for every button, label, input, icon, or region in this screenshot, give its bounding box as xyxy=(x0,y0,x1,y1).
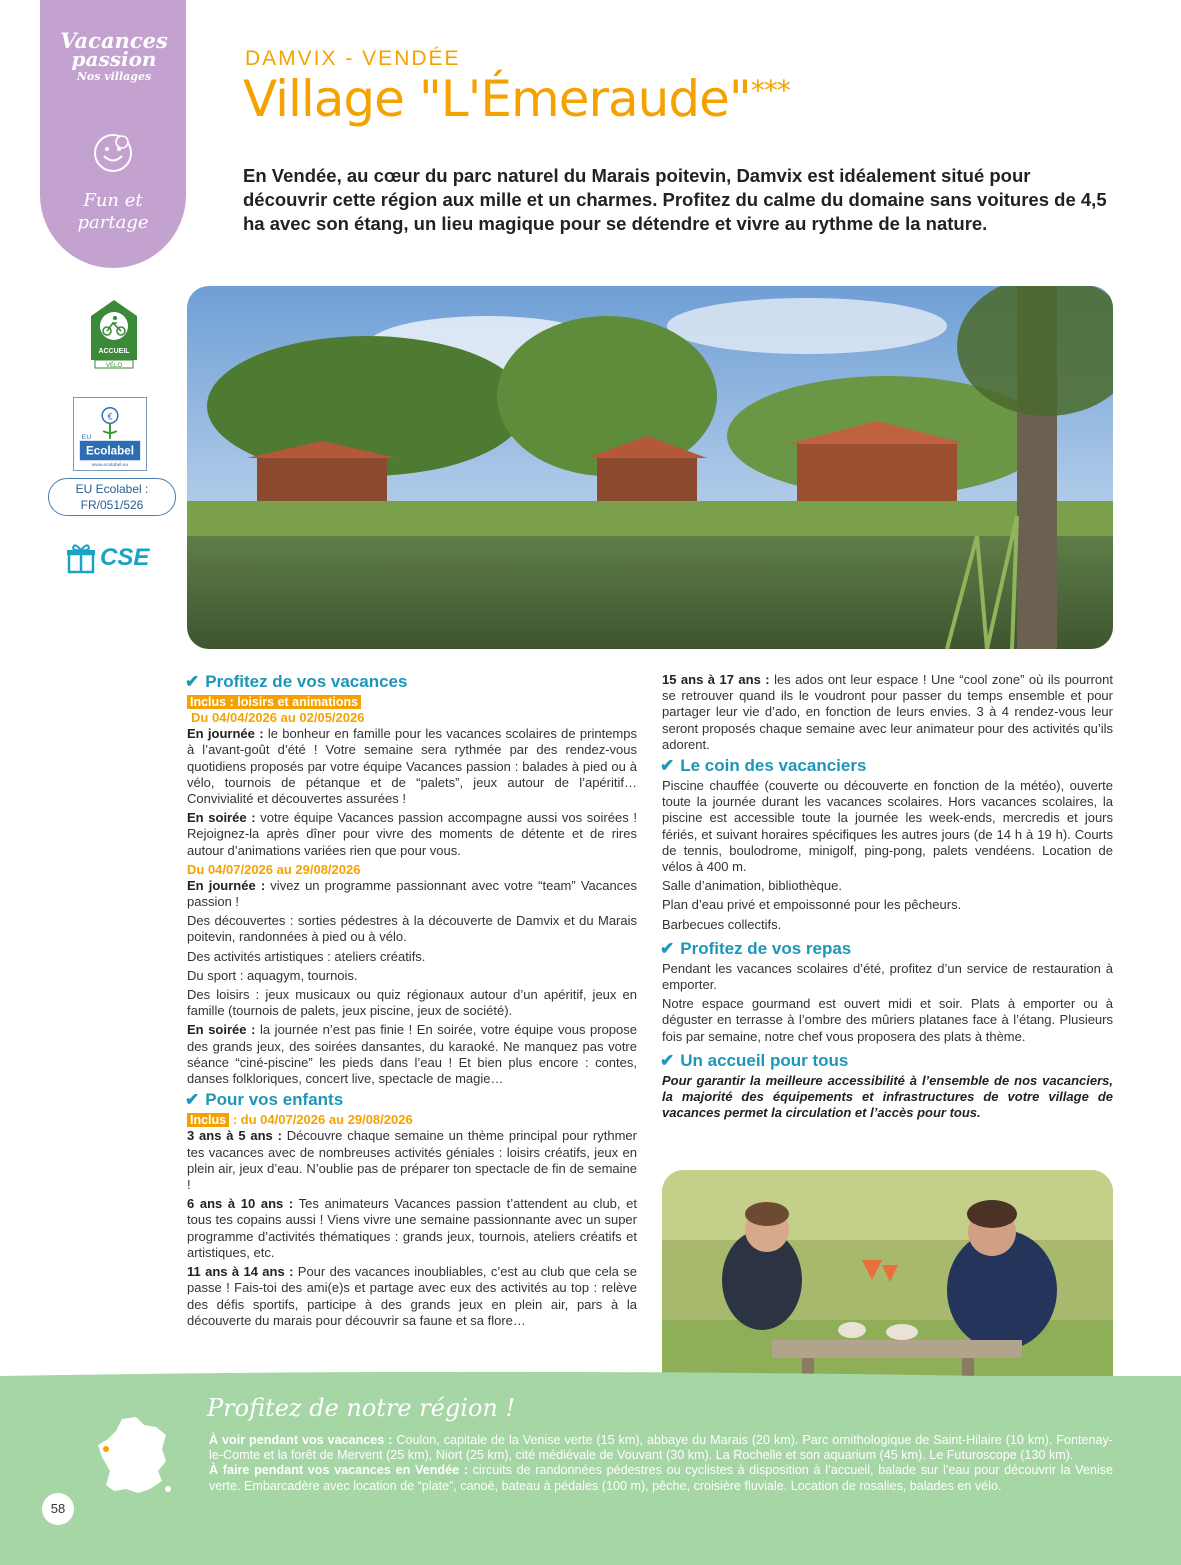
brand-logo: Vacances passion Nos villages xyxy=(60,28,168,83)
village-lake-photo xyxy=(187,286,1113,649)
paragraph: Du sport : aquagym, tournois. xyxy=(187,967,358,983)
paragraph: À voir pendant vos vacances : Coulon, capitale de la Venise verte (15 km), abbaye du Marais (20 km). Parc ornithologique de Saint-Hilaire (10 km). Fontenay-le-Comte et la forêt de Mervent (25 km), Niort (25 km), cité médiévale de Vouvant (30 km). La Rochelle et son aquarium (45 km). Le Futuroscope (130 km). xyxy=(209,1433,1113,1463)
ecolabel-flower-icon xyxy=(74,398,146,470)
toast-photo xyxy=(662,1170,1113,1398)
tag-inclus: Inclus : loisirs et animations xyxy=(187,695,361,709)
paragraph: 3 ans à 5 ans : Découvre chaque semaine un thème principal pour rythmer tes vacances avec de nombreuses activités géniales : loisirs créatifs, jeux en plein air, jeux d’eau. N’oublie pas de préparer ton spectacle de fin de semaine ! xyxy=(187,1128,637,1193)
paragraph: En journée : vivez un programme passionnant avec votre “team” Vacances passion ! xyxy=(187,877,637,910)
paragraph: Des activités artistiques : ateliers créatifs. xyxy=(187,948,426,964)
paragraph: Pour garantir la meilleure accessibilité à l’ensemble de nos vacanciers, la majorité des équipements et infrastructures de votre village de vacances permet la circulation et l’accès pour tous. xyxy=(662,1072,1113,1121)
heading-coin-vacanciers: ✔ Le coin des vacanciers xyxy=(660,756,867,776)
paragraph: 11 ans à 14 ans : Pour des vacances inoubliables, c’est au club que cela se passe ! Fais-toi des ami(e)s et partage avec eux des activités au top : relève des défis sportifs, participe à des grands jeux en plein air, pars à la découverte du marais pour découvrir sa faune et sa flore… xyxy=(187,1264,637,1328)
paragraph: Pendant les vacances scolaires d’été, profitez d’un service de restauration à emporter. xyxy=(662,960,1113,993)
svg-text:EU: EU xyxy=(81,433,92,441)
title-text: Village "L'Émeraude" xyxy=(243,70,751,128)
date-range: Du 04/04/2026 au 02/05/2026 xyxy=(191,710,365,726)
date-range: Du 04/07/2026 au 29/08/2026 xyxy=(187,861,361,877)
heading-accueil: ✔ Un accueil pour tous xyxy=(660,1050,849,1070)
svg-text:VÉLO: VÉLO xyxy=(105,363,123,369)
heading-repas: ✔ Profitez de vos repas xyxy=(660,938,852,958)
cse-label: CSE xyxy=(100,544,150,571)
paragraph: Des découvertes : sorties pédestres à la découverte de Damvix et du Marais poitevin, randonnées à pied ou à vélo. xyxy=(187,913,637,945)
paragraph: Barbecues collectifs. xyxy=(662,916,782,932)
check-icon: ✔ xyxy=(660,938,675,958)
gift-icon xyxy=(66,542,96,574)
heading-vacances: ✔ Profitez de vos vacances xyxy=(185,672,408,691)
region-text xyxy=(209,1433,1113,1494)
ecolabel-logo xyxy=(73,397,147,471)
paragraph: 6 ans à 10 ans : Tes animateurs Vacances passion t’attendent au club, et tous tes copains aussi ! Viens vivre une semaine passionnante avec un super programme d’activités thématiques : grands jeux, tournois, ateliers créatifs et artistiques, etc. xyxy=(187,1196,637,1260)
paragraph: Des loisirs : jeux musicaux ou quiz régionaux autour d’un apéritif, jeux en famille (tournois de palets, jeux piscine, jeux de société). xyxy=(187,987,637,1019)
theme-label: Fun et partage xyxy=(77,190,149,233)
heading-enfants: ✔ Pour vos enfants xyxy=(185,1090,344,1110)
cse-badge xyxy=(66,540,149,576)
paragraph: En soirée : votre équipe Vacances passion accompagne aussi vos soirées ! Rejoignez-la après dîner pour vivre des moments de détente et de rires autour d’animations variées rien que pour vous. xyxy=(187,810,637,858)
paragraph: 15 ans à 17 ans : les ados ont leur espace ! Une “cool zone” où ils pourront se retrouver quand ils le voudront pour passer du temps ensemble et pour partager leur vie d’ado, en fonction de leurs envies. 3 à 4 rendez-vous leur seront proposés chaque semaine avec leur animateur pour des activités qu’ils adorent. xyxy=(662,672,1113,752)
intro-text: En Vendée, au cœur du parc naturel du Marais poitevin, Damvix est idéalement situé pour découvrir cette région aux mille et un charmes. Profitez du calme du domaine sans voitures de 4,5 ha avec son étang, un lieu magique pour se détendre et vivre au rythme de la nature. xyxy=(243,165,1107,234)
check-icon: ✔ xyxy=(185,672,200,691)
france-map-icon xyxy=(92,1415,178,1497)
paragraph: Notre espace gourmand est ouvert midi et soir. Plats à emporter ou à déguster en terrasse à l’ombre des mûriers platanes face à l’étang. Plusieurs fois par semaine, notre chef vous proposera des plats à thème. xyxy=(662,996,1113,1044)
left-column: ✔ Profitez de vos vacances Inclus : loisirs et animations Du 04/04/2026 au 02/05/2026 En journée : le bonheur en famille pour les vacances scolaires de printemps à l’avant-goût d’été ! Votre semaine sera rythmée par des rendez-vous quotidiens proposés par votre équipe Vacances passion : balades à pied ou à vélo, tournois de pétanque et de “palets”, jeux autour de l’apéritif… Convivialité et découvertes assurées ! En soirée : votre équipe Vacances passion accompagne aussi vos soirées ! Rejoignez-la après dîner pour vivre des moments de détente et de rires autour d’animations variées rien que pour vous. Du 04/07/2026 au 29/08/2026 En journée : vivez un programme passionnant avec votre “team” Vacances passion ! Des découvertes : sorties pédestres à la découverte de Damvix et du Marais poitevin, randonnées à pied ou à vélo. Des activités artistiques : ateliers créatifs. Du sport : aquagym, tournois. Des loisirs : jeux musicaux ou quiz régionaux autour d’un apéritif, jeux en famille (tournois de palets, jeux piscine, jeux de société). En soirée : la journée n’est pas finie ! En soirée, votre équipe vous propose des grands jeux, des soirées dansantes, du karaoké. Ne manquez pas votre séance “ciné-piscine” les pieds dans l’eau ! Et bien plus encore : contes, danses folkloriques, concert live, spectacle de magie… ✔ Pour vos enfants Inclus : du 04/07/2026 au 29/08/2026 3 ans à 5 ans : Découvre chaque semaine un thème principal pour rythmer tes vacances avec de nombreuses activités géniales : loisirs créatifs, jeux en plein air, jeux d’eau. N’oublie pas de préparer ton spectacle de fin de semaine ! 6 ans à 10 ans : Tes animateurs Vacances passion t’attendent au club, et tous tes copains aussi ! Viens vivre une semaine passionnante avec un super programme d’activités thématiques : grands jeux, tournois, ateliers créatifs et artistiques, etc. 11 ans à 14 ans : Pour des vacances inoubliables, c’est au club que cela se passe ! Fais-toi des ami(e)s et partage avec eux des activités au top : relève des défis sportifs, participe à des grands jeux en plein air, pars à la découverte du marais pour découvrir sa faune et sa flore… xyxy=(185,672,637,1328)
paragraph: Salle d’animation, bibliothèque. xyxy=(662,878,842,894)
svg-text:www.ecolabel.eu: www.ecolabel.eu xyxy=(91,463,129,469)
side-tab xyxy=(40,0,186,268)
paragraph: Plan d’eau privé et empoissonné pour les pêcheurs. xyxy=(662,897,962,913)
tag-inclus: Inclus xyxy=(187,1113,229,1127)
paragraph: En journée : le bonheur en famille pour les vacances scolaires de printemps à l’avant-goût d’été ! Votre semaine sera rythmée par des rendez-vous quotidiens proposés par votre équipe Vacances passion : balades à pied ou à vélo, tournois de pétanque et de “palets”, jeux autour de l’apéritif… Convivialité et découvertes assurées ! xyxy=(187,726,637,807)
check-icon: ✔ xyxy=(660,756,675,776)
paragraph: À faire pendant vos vacances en Vendée : circuits de randonnées pédestres ou cyclistes à disposition à l’accueil, balade sur l’eau pour découvrir la Venise verte. Embarcadère avec location de “plate”, canoë, bateau à pédales (100 m), pêche, croisière fluviale. Location de rosalies, balades en vélo. xyxy=(209,1463,1113,1493)
check-icon: ✔ xyxy=(185,1090,200,1110)
svg-text:ACCUEIL: ACCUEIL xyxy=(98,348,130,355)
svg-text:€: € xyxy=(107,411,113,422)
svg-text:Ecolabel: Ecolabel xyxy=(86,444,134,458)
region-title: Profitez de notre région ! xyxy=(207,1394,516,1422)
paragraph: Piscine chauffée (couverte ou découverte en fonction de la météo), ouverte toute la journée durant les vacances scolaires. Hors vacances scolaires, la piscine est accessible toute la journée les week-ends, mercredis et jours fériés, et suivant horaires spécifiques les autres jours (de 14 h à 19 h). Courts de tennis, boulodrome, minigolf, ping-pong, palets vendéens. Location de vélos à 400 m. xyxy=(662,778,1113,875)
location-heading: DAMVIX - VENDÉE xyxy=(245,47,461,70)
right-column xyxy=(662,672,1113,1124)
accueil-velo-badge xyxy=(89,298,139,370)
star-rating: *** xyxy=(750,74,790,107)
page-number: 58 xyxy=(42,1493,74,1525)
page-title xyxy=(243,70,790,128)
ecolabel-id: EU Ecolabel : FR/051/526 xyxy=(48,478,176,516)
paragraph: En soirée : la journée n’est pas finie ! En soirée, votre équipe vous propose des grands jeux, des soirées dansantes, du karaoké. Ne manquez pas votre séance “ciné-piscine” les pieds dans l’eau ! Et bien plus encore : contes, danses folkloriques, concert live, spectacle de magie… xyxy=(187,1022,637,1087)
smiley-icon xyxy=(92,132,134,174)
check-icon: ✔ xyxy=(660,1050,675,1070)
